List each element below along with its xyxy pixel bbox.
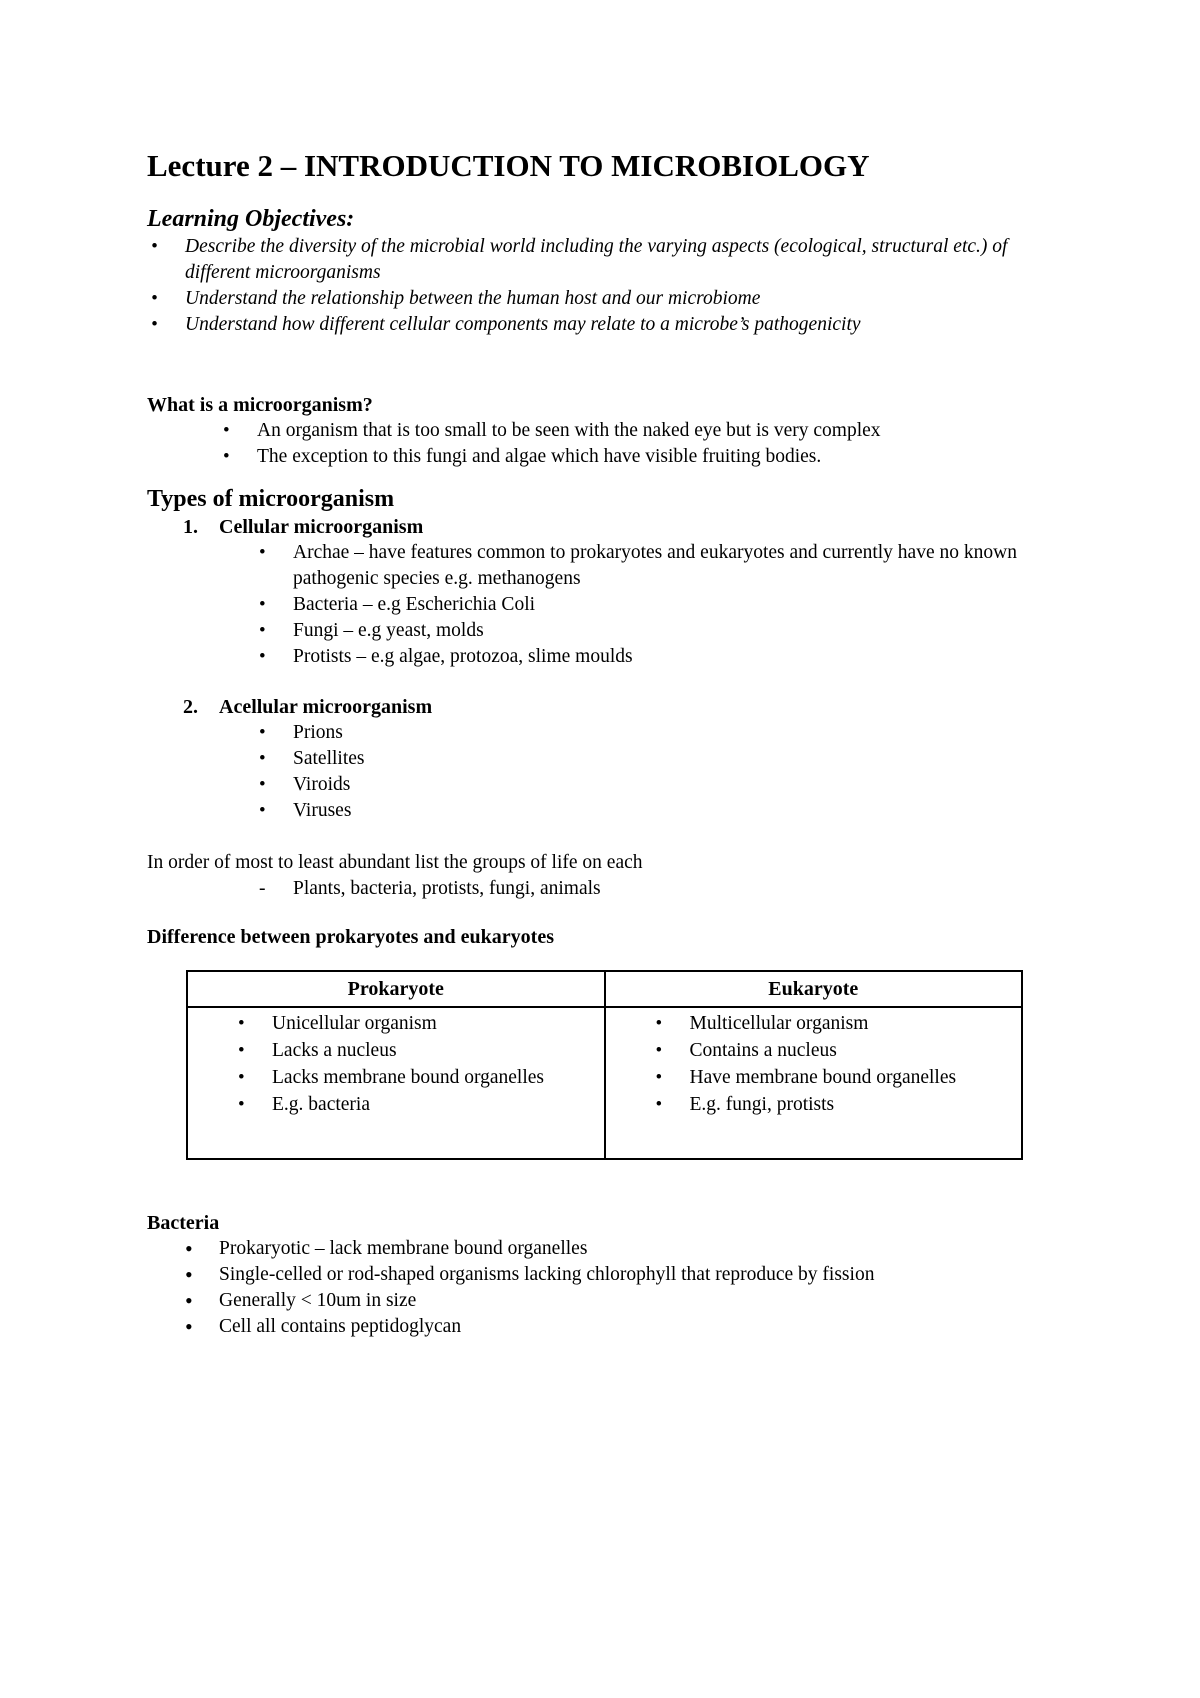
list-item: - Plants, bacteria, protists, fungi, animals [293, 876, 1077, 902]
list-item: • Lacks a nucleus [272, 1037, 604, 1064]
list-item: • An organism that is too small to be seen with the naked eye but is very complex [257, 418, 1077, 444]
bacteria-heading: Bacteria [147, 1212, 220, 1234]
prokaryote-header: Prokaryote [187, 971, 605, 1007]
difference-heading: Difference between prokaryotes and eukaryotes [147, 926, 554, 948]
cellular-number: 1. [183, 516, 198, 538]
acellular-list [147, 720, 1077, 824]
cellular-heading [183, 514, 1077, 540]
list-item: • Satellites [293, 746, 1077, 772]
list-item: • Unicellular organism [272, 1010, 604, 1037]
eukaryote-cell [605, 1007, 1023, 1159]
list-item: • Viroids [293, 772, 1077, 798]
list-item: • Describe the diversity of the microbial world including the varying aspects (ecological, structural etc.) of different microorganisms [185, 234, 1077, 286]
abundance-list [147, 876, 1077, 902]
list-item: • Bacteria – e.g Escherichia Coli [293, 592, 1077, 618]
cellular-list [147, 540, 1077, 670]
list-item: • Viruses [293, 798, 1077, 824]
learning-objectives-list [147, 234, 1077, 338]
list-item: • Fungi – e.g yeast, molds [293, 618, 1077, 644]
list-item: • Lacks membrane bound organelles [272, 1064, 604, 1091]
list-item: • Generally < 10um in size [219, 1288, 1077, 1314]
what-is-list [147, 418, 1077, 470]
list-item: • Understand the relationship between the human host and our microbiome [185, 286, 1077, 312]
list-item: • Prokaryotic – lack membrane bound organelles [219, 1236, 1077, 1262]
list-item: • Prions [293, 720, 1077, 746]
document-page [147, 148, 1077, 1340]
list-item: • Have membrane bound organelles [690, 1064, 1022, 1091]
list-item: • Multicellular organism [690, 1010, 1022, 1037]
types-heading: Types of microorganism [147, 486, 395, 512]
eukaryote-header: Eukaryote [605, 971, 1023, 1007]
bacteria-list [147, 1236, 1077, 1340]
acellular-heading [183, 694, 1077, 720]
page-title: Lecture 2 – INTRODUCTION TO MICROBIOLOGY [147, 148, 870, 183]
prokaryote-cell [187, 1007, 605, 1159]
list-item: • Understand how different cellular components may relate to a microbe’s pathogenicity [185, 312, 1077, 338]
acellular-number: 2. [183, 696, 198, 718]
what-is-heading: What is a microorganism? [147, 394, 373, 416]
list-item: • Contains a nucleus [690, 1037, 1022, 1064]
list-item: • The exception to this fungi and algae which have visible fruiting bodies. [257, 444, 1077, 470]
comparison-table [186, 970, 1023, 1160]
list-item: • Archae – have features common to prokaryotes and eukaryotes and currently have no known pathogenic species e.g. methanogens [293, 540, 1077, 592]
acellular-label: Acellular microorganism [219, 696, 433, 718]
list-item: • Protists – e.g algae, protozoa, slime moulds [293, 644, 1077, 670]
prokaryote-list [188, 1008, 604, 1118]
list-item: • E.g. bacteria [272, 1091, 604, 1118]
list-item: • Cell all contains peptidoglycan [219, 1314, 1077, 1340]
cellular-label: Cellular microorganism [219, 516, 424, 538]
eukaryote-list [606, 1008, 1022, 1118]
learning-objectives-heading: Learning Objectives: [147, 206, 355, 232]
list-item: • E.g. fungi, protists [690, 1091, 1022, 1118]
list-item: • Single-celled or rod-shaped organisms lacking chlorophyll that reproduce by fission [219, 1262, 1077, 1288]
abundance-text: In order of most to least abundant list the groups of life on each [147, 852, 643, 873]
